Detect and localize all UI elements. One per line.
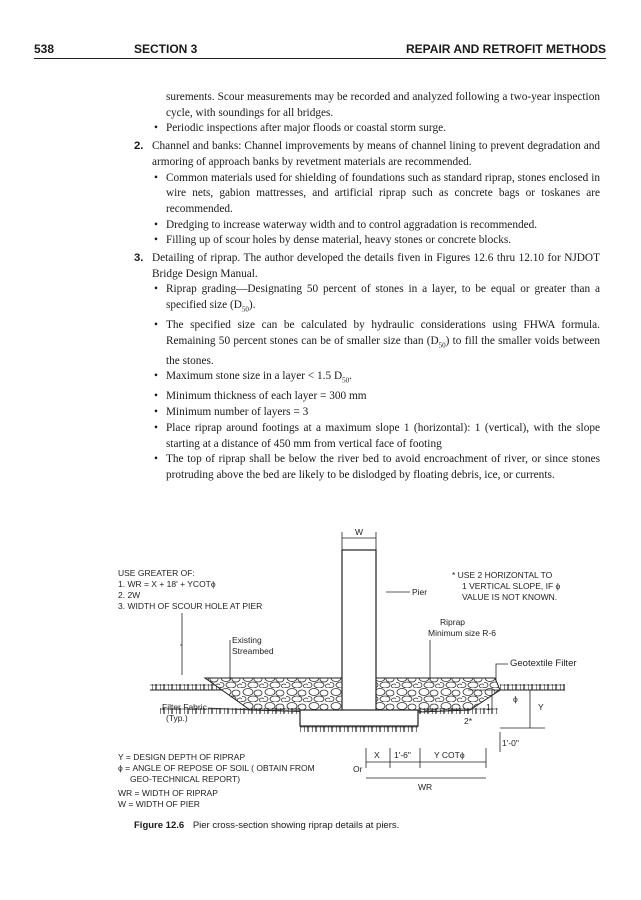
list-item: • Minimum thickness of each layer = 300 mm (134, 389, 600, 405)
item-number: 3. (134, 252, 144, 265)
wr-leader (180, 613, 182, 645)
caption-text: Pier cross-section showing riprap details at piers. (192, 820, 400, 831)
or-label: Or (353, 764, 363, 774)
legend-y: Y = DESIGN DEPTH OF RIPRAP (118, 752, 246, 762)
legend-w: W = WIDTH OF PIER (118, 799, 200, 809)
streambed-hatch (500, 684, 565, 690)
x-label: X (374, 750, 380, 760)
pier-column (342, 550, 376, 716)
body-text (134, 90, 600, 484)
streambed-label: Streambed (232, 646, 274, 656)
existing-label: Existing (232, 635, 262, 645)
numbered-item-2 (134, 139, 600, 170)
one-six-label: 1'-6" (394, 750, 411, 760)
note-line-1: * USE 2 HORIZONTAL TO (452, 570, 553, 580)
slope-1-label: 1 (486, 702, 491, 712)
riprap-label: Riprap (440, 617, 466, 627)
legend-phi-cont: GEO-TECHNICAL REPORT) (130, 774, 241, 784)
list-item: • Common materials used for shielding of foundations such as standard riprap, stones enclosed in wire nets, gabion mattresses, and artificial riprap such as concrete bags or toskanes are recommended. (134, 171, 600, 218)
running-header (0, 42, 641, 64)
page-number: 538 (34, 42, 55, 56)
intro-continuation: surements. Scour measurements may be recorded and analyzed following a two-year inspection cycle, with soundings for all bridges. (166, 91, 600, 119)
list-item: • The top of riprap shall be below the river bed to avoid encroachment of river, or since stones protruding above the bed are likely to be dislodged by floating debris, ice, or currents. (134, 452, 600, 483)
figure-caption (134, 820, 399, 831)
note-line-2: 1 VERTICAL SLOPE, IF ϕ (462, 581, 561, 591)
caption-label: Figure 12.6 (134, 820, 185, 831)
item-text: Channel and banks: Channel improvements by means of channel lining to prevent degradation and armoring of approach banks by revetment materials are recommended. (152, 140, 600, 168)
y-dimension-label: Y (538, 702, 544, 712)
list-item: • Filling up of scour holes by dense material, heavy stones or concrete blocks. (134, 233, 600, 249)
footing-base-hatch (300, 726, 418, 732)
list-item: • Minimum number of layers = 3 (134, 405, 600, 421)
one-foot-label: 1'-0" (502, 738, 519, 748)
filter-fabric-label: Filter Fabric (162, 702, 207, 712)
item-text: Detailing of riprap. The author developed the details fiven in Figures 12.6 thru 12.10 for NJDOT Bridge Design Manual. (152, 252, 600, 280)
list-item: • Dredging to increase waterway width and to control aggradation is recommended. (134, 218, 600, 234)
pier-riprap-figure (0, 520, 641, 820)
slope-2-label: 2* (464, 716, 473, 726)
section-title: SECTION 3 (134, 42, 198, 56)
footing (300, 710, 418, 726)
phi-label: ϕ (513, 694, 518, 704)
filter-typ-label: (Typ.) (166, 713, 188, 723)
use-greater-heading: USE GREATER OF: (118, 568, 195, 578)
list-item: • Place riprap around footings at a maximum slope 1 (horizontal): 1 (vertical), with the slope starting at a distance of 450 mm from vertical face of footing (134, 421, 600, 452)
legend-phi: ϕ = ANGLE OF REPOSE OF SOIL ( OBTAIN FROM (118, 763, 315, 773)
riprap-size-label: Minimum size R-6 (428, 628, 497, 638)
pier-label: Pier (412, 587, 428, 597)
numbered-item-3 (134, 251, 600, 282)
legend-wr: WR = WIDTH OF RIPRAP (118, 788, 218, 798)
wr-label: WR (418, 782, 433, 792)
ycot-label: Y COTϕ (434, 750, 465, 760)
list-item: • Maximum stone size in a layer < 1.5 $D_{50}$. (134, 369, 600, 389)
w-label: W (355, 527, 364, 537)
bullet-periodic: • Periodic inspections after major floods or coastal storm surge. (134, 121, 600, 137)
rule-2: 2. 2W (118, 590, 141, 600)
list-item: • The specified size can be calculated by hydraulic considerations using FHWA formula. Remaining 50 percent stones can be of smaller size than $(D_{50})$ to fill the smaller voids between the stones. (134, 318, 600, 369)
list-item: • Riprap grading—Designating 50 percent of stones in a layer, to be equal or greater than a specified size $(D_{50})$. (134, 282, 600, 318)
rule-3: 3. WIDTH OF SCOUR HOLE AT PIER (118, 601, 263, 611)
rule-1: 1. WR = X + 18' + YCOTϕ (118, 579, 216, 589)
item-number: 2. (134, 140, 144, 153)
note-line-3: VALUE IS NOT KNOWN. (462, 592, 558, 602)
header-rule (34, 58, 606, 59)
chapter-title: REPAIR AND RETROFIT METHODS (406, 42, 606, 56)
geotextile-label: Geotextile Filter (510, 658, 577, 669)
